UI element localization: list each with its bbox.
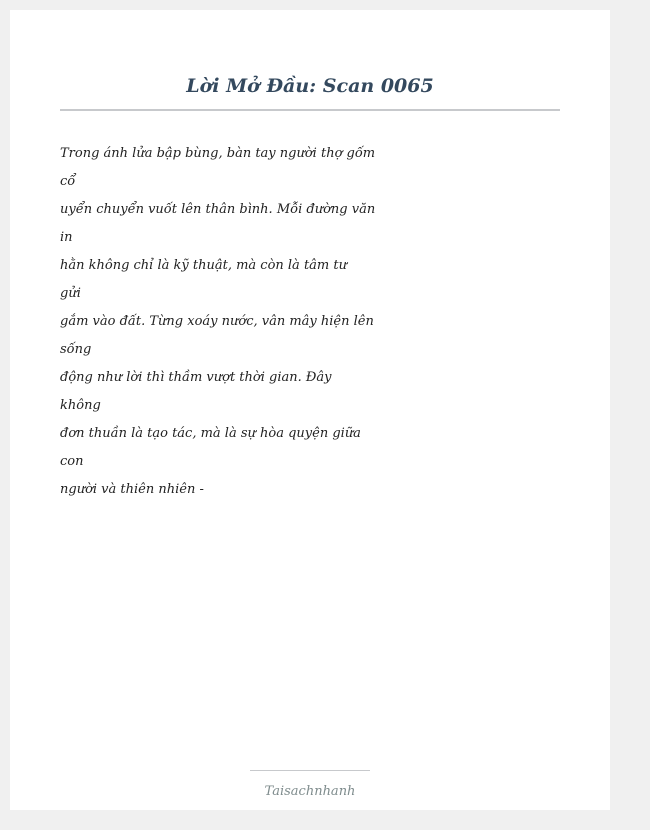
title-divider: [60, 109, 560, 111]
body-line: Trong ánh lửa bập bùng, bàn tay người thợ gốm: [60, 146, 376, 161]
body-line: cổ: [60, 174, 76, 189]
page-title: Lời Mở Đầu: Scan 0065: [186, 75, 434, 97]
body-line: gắm vào đất. Từng xoáy nước, vân mây hiện lên: [60, 314, 374, 329]
body-line: không: [60, 398, 101, 413]
body-line: người và thiên nhiên -: [60, 482, 204, 497]
body-line: đơn thuần là tạo tác, mà là sự hòa quyện giữa: [60, 426, 361, 441]
body-line: sống: [60, 342, 92, 357]
body-line: in: [60, 230, 73, 245]
footer-divider: [250, 770, 370, 771]
body-line: uyển chuyển vuốt lên thân bình. Mỗi đường văn: [60, 202, 376, 217]
body-line: hằn không chỉ là kỹ thuật, mà còn là tâm tư: [60, 258, 347, 273]
page-footer: Taisachnhanh: [264, 784, 356, 799]
document-page: [10, 10, 610, 810]
body-line: động như lời thì thầm vượt thời gian. Đây: [60, 370, 332, 385]
body-text: [60, 140, 380, 504]
body-line: con: [60, 454, 84, 469]
body-line: gửi: [60, 286, 81, 301]
